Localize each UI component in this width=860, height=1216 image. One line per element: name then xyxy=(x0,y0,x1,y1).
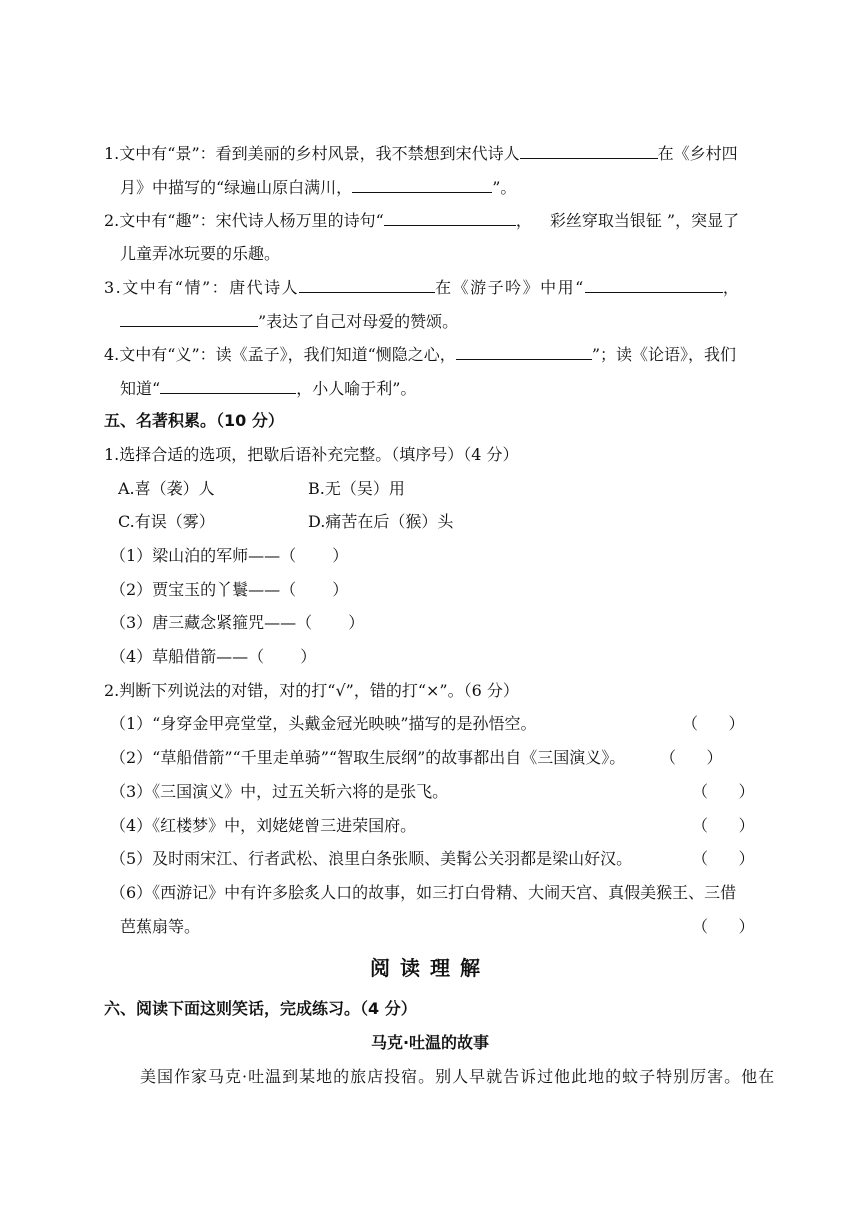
q1-blank-poet[interactable] xyxy=(520,142,658,159)
q1-text-b: 在《乡村四 xyxy=(657,144,738,163)
q3-blank-poet[interactable] xyxy=(299,276,435,293)
q4-line2 xyxy=(120,377,416,400)
q3-text-d: ”表达了自己对母爱的赞颂。 xyxy=(258,312,459,331)
part2-item-4: （4）《红楼梦》中，刘姥姥曾三进荣国府。 xyxy=(110,816,417,835)
q1-text-a: 1.文中有“景”：看到美丽的乡村风景，我不禁想到宋代诗人 xyxy=(104,144,520,163)
q3-blank-verse1[interactable] xyxy=(585,276,723,293)
part1-item-3-close: ） xyxy=(348,613,365,632)
q4-line1 xyxy=(104,343,736,366)
q1-line1 xyxy=(104,142,738,165)
q4-text-a: 4.文中有“义”：读《孟子》，我们知道“恻隐之心， xyxy=(104,345,456,364)
q1-blank-verse[interactable] xyxy=(352,176,492,193)
q4-text-c: 知道“ xyxy=(120,379,161,398)
part2-item-2: （2）“草船借箭”“千里走单骑”“智取生辰纲”的故事都出自《三国演义》。 xyxy=(110,748,626,767)
section6-title: 六、阅读下面这则笑话，完成练习。（4 分） xyxy=(104,999,417,1018)
section5-title: 五、名著积累。（10 分） xyxy=(104,411,284,430)
q3-blank-verse2[interactable] xyxy=(120,310,258,327)
part1-item-1-text: （1）梁山泊的军师——（ xyxy=(110,546,297,565)
q4-text-d: ，小人喻于利”。 xyxy=(296,379,417,398)
q4-blank-mencius[interactable] xyxy=(456,343,592,360)
part2-answer-5[interactable]: （ ） xyxy=(692,849,755,868)
part1-item-4-close: ） xyxy=(300,647,317,666)
option-c: C.有误（雾） xyxy=(118,512,215,531)
story-line-1: 美国作家马克·吐温到某地的旅店投宿。别人早就告诉过他此地的蚊子特别厉害。他在 xyxy=(140,1067,776,1086)
q1-text-d: ”。 xyxy=(492,178,517,197)
option-d: D.痛苦在后（猴）头 xyxy=(308,512,454,531)
part1-item-1 xyxy=(110,545,348,567)
q3-line2 xyxy=(120,310,458,333)
story-title: 马克·吐温的故事 xyxy=(370,1033,490,1052)
q3-text-b: 在《游子吟》中用“ xyxy=(435,278,585,297)
q3-line1 xyxy=(104,276,740,299)
q2-text-b: ， xyxy=(515,211,532,230)
part2-item-6: （6）《西游记》中有许多脍炙人口的故事，如三打白骨精、大闹天宫、真假美猴王、三借 xyxy=(110,883,737,902)
part2-answer-6[interactable]: （ ） xyxy=(692,917,755,936)
part2-answer-2[interactable]: （ ） xyxy=(660,748,723,767)
part1-item-3 xyxy=(110,612,364,634)
q3-text-c: ， xyxy=(722,278,741,297)
q2-text-c: 彩丝穿取当银钲 ”，突显了 xyxy=(549,211,740,230)
part2-answer-1[interactable]: （ ） xyxy=(682,714,745,733)
q2-blank-verse[interactable] xyxy=(384,209,516,226)
option-a: A.喜（袭）人 xyxy=(118,479,215,498)
q1-text-c: 月》中描写的“绿遍山原白满川， xyxy=(120,178,353,197)
q4-text-b: ”；读《论语》，我们 xyxy=(591,345,736,364)
part1-item-2-close: ） xyxy=(332,580,349,599)
part2-item-1: （1）“身穿金甲亮堂堂，头戴金冠光映映”描写的是孙悟空。 xyxy=(110,714,537,733)
part1-item-4 xyxy=(110,646,316,668)
q1-line2 xyxy=(120,176,516,199)
q2-text-a: 2.文中有“趣”：宋代诗人杨万里的诗句“ xyxy=(104,211,384,230)
q2-line1 xyxy=(104,209,739,232)
q2-line2: 儿童弄冰玩要的乐趣。 xyxy=(120,244,281,263)
part1-item-2 xyxy=(110,579,348,601)
q3-text-a: 3.文中有“情”：唐代诗人 xyxy=(104,278,300,297)
q4-blank-analects[interactable] xyxy=(160,377,296,394)
part1-item-1-close: ） xyxy=(332,546,349,565)
part1-item-4-text: （4）草船借箭——（ xyxy=(110,647,265,666)
section5-part2-prompt: 2.判断下列说法的对错，对的打“√”，错的打“×”。（6 分） xyxy=(104,681,519,700)
part1-item-2-text: （2）贾宝玉的丫鬟——（ xyxy=(110,580,297,599)
part2-answer-3[interactable]: （ ） xyxy=(692,782,755,801)
option-b: B.无（吴）用 xyxy=(308,479,405,498)
section5-part1-prompt: 1.选择合适的选项，把歇后语补充完整。（填序号）（4 分） xyxy=(104,445,519,464)
part2-item-3: （3）《三国演义》中，过五关斩六将的是张飞。 xyxy=(110,782,449,801)
part2-item-5: （5）及时雨宋江、行者武松、浪里白条张顺、美髯公关羽都是梁山好汉。 xyxy=(110,849,633,868)
part1-item-3-text: （3）唐三藏念紧箍咒——（ xyxy=(110,613,313,632)
reading-heading: 阅读理解 xyxy=(370,956,490,980)
part2-item-6-cont: 芭蕉扇等。 xyxy=(120,917,201,936)
part2-answer-4[interactable]: （ ） xyxy=(692,816,755,835)
